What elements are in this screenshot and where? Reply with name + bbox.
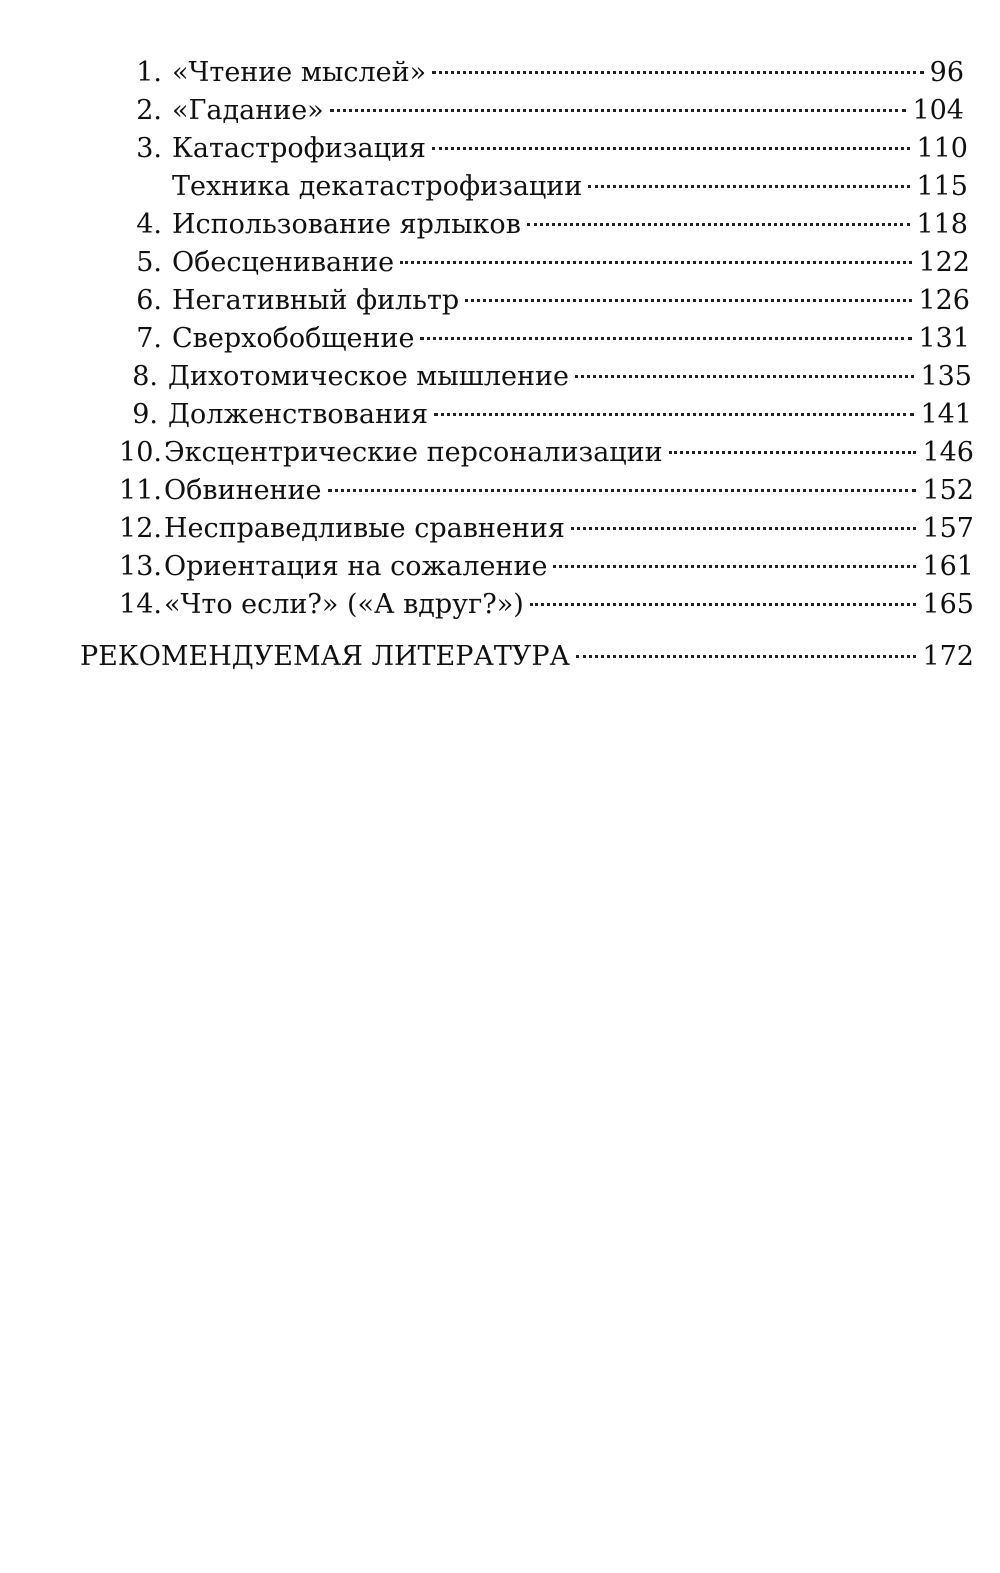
dot-leader	[530, 603, 917, 606]
toc-entry-title: «Чтение мыслей»	[172, 57, 427, 88]
toc-entry[interactable]	[118, 472, 974, 510]
toc-entry-page: 165	[922, 589, 974, 620]
toc-entry-page: 126	[918, 285, 970, 316]
toc-entry-title: Несправедливые сравнения	[164, 513, 565, 544]
toc-entry-title: Сверхобобщение	[172, 323, 415, 354]
toc-entry-title: Обесценивание	[172, 247, 395, 278]
toc-entry-title: «Гадание»	[172, 95, 324, 126]
toc-entry[interactable]	[118, 510, 974, 548]
dot-leader	[330, 109, 907, 112]
toc-entry-title: Эксцентрические персонализации	[164, 437, 663, 468]
toc-entry[interactable]	[118, 396, 972, 434]
dot-leader	[465, 299, 912, 302]
toc-entry-page: 135	[920, 361, 972, 392]
toc-entry-number: 8.	[132, 361, 158, 392]
toc-entry-page: 146	[922, 437, 974, 468]
toc-entry-number: 5.	[136, 247, 162, 278]
toc-entry[interactable]	[118, 586, 974, 624]
toc-subentry[interactable]	[172, 168, 968, 206]
toc-entry[interactable]	[118, 244, 970, 282]
dot-leader	[434, 413, 914, 416]
toc-entry-title: Техника декатастрофизации	[172, 171, 583, 202]
toc-entry[interactable]	[118, 358, 972, 396]
toc-entry[interactable]	[118, 282, 970, 320]
dot-leader	[575, 375, 915, 378]
toc-entry-number: 12.	[119, 513, 162, 544]
toc-entry[interactable]	[118, 206, 968, 244]
toc-entry[interactable]	[118, 320, 970, 358]
toc-entry-page: 157	[922, 513, 974, 544]
bibliography-page: 172	[922, 641, 974, 672]
toc-entry-number: 14.	[119, 589, 162, 620]
toc-entry-page: 104	[912, 95, 964, 126]
toc-entry-title: Обвинение	[164, 475, 322, 506]
toc-entry-number: 13.	[119, 551, 162, 582]
toc-entry-title: Негативный фильтр	[172, 285, 460, 316]
toc-entry-title: Долженствования	[168, 399, 429, 430]
toc-entry-number: 1.	[136, 57, 162, 88]
toc-entry[interactable]	[118, 434, 974, 472]
dot-leader	[328, 489, 917, 492]
toc-entry-page: 152	[922, 475, 974, 506]
toc-entry[interactable]	[118, 548, 974, 586]
toc-entry-number: 10.	[119, 437, 162, 468]
toc-bibliography-entry[interactable]	[80, 638, 974, 676]
toc-entry-number: 7.	[136, 323, 162, 354]
toc-entry-title: «Что если?» («А вдруг?»)	[164, 589, 524, 620]
toc-entry-number: 9.	[132, 399, 158, 430]
toc-entry-number: 6.	[136, 285, 162, 316]
toc-entry-page: 141	[920, 399, 972, 430]
toc-entry[interactable]	[118, 130, 968, 168]
dot-leader	[571, 527, 917, 530]
dot-leader	[588, 185, 910, 188]
dot-leader	[400, 261, 912, 264]
toc-entry-page: 115	[916, 171, 968, 202]
toc-entry-number: 2.	[136, 95, 162, 126]
bibliography-title: РЕКОМЕНДУЕМАЯ ЛИТЕРАТУРА	[80, 641, 571, 672]
dot-leader	[420, 337, 912, 340]
toc-entry-number: 4.	[136, 209, 162, 240]
dot-leader	[527, 223, 911, 226]
toc-entry[interactable]	[118, 92, 964, 130]
toc-entry-page: 161	[922, 551, 974, 582]
toc-entry-page: 122	[918, 247, 970, 278]
toc-entry-title: Использование ярлыков	[172, 209, 521, 240]
dot-leader	[669, 451, 917, 454]
toc-entry-number: 11.	[119, 475, 162, 506]
toc-entry-page: 96	[929, 57, 964, 88]
dot-leader	[432, 71, 924, 74]
toc-entry-page: 131	[918, 323, 970, 354]
dot-leader	[553, 565, 916, 568]
dot-leader	[576, 655, 916, 658]
dot-leader	[432, 147, 910, 150]
toc-entry-title: Катастрофизация	[172, 133, 426, 164]
toc-entry[interactable]	[118, 54, 964, 92]
toc-entry-page: 110	[916, 133, 968, 164]
toc-entry-number: 3.	[136, 133, 162, 164]
toc-entry-title: Дихотомическое мышление	[168, 361, 569, 392]
toc-entry-page: 118	[916, 209, 968, 240]
toc-entry-title: Ориентация на сожаление	[164, 551, 548, 582]
